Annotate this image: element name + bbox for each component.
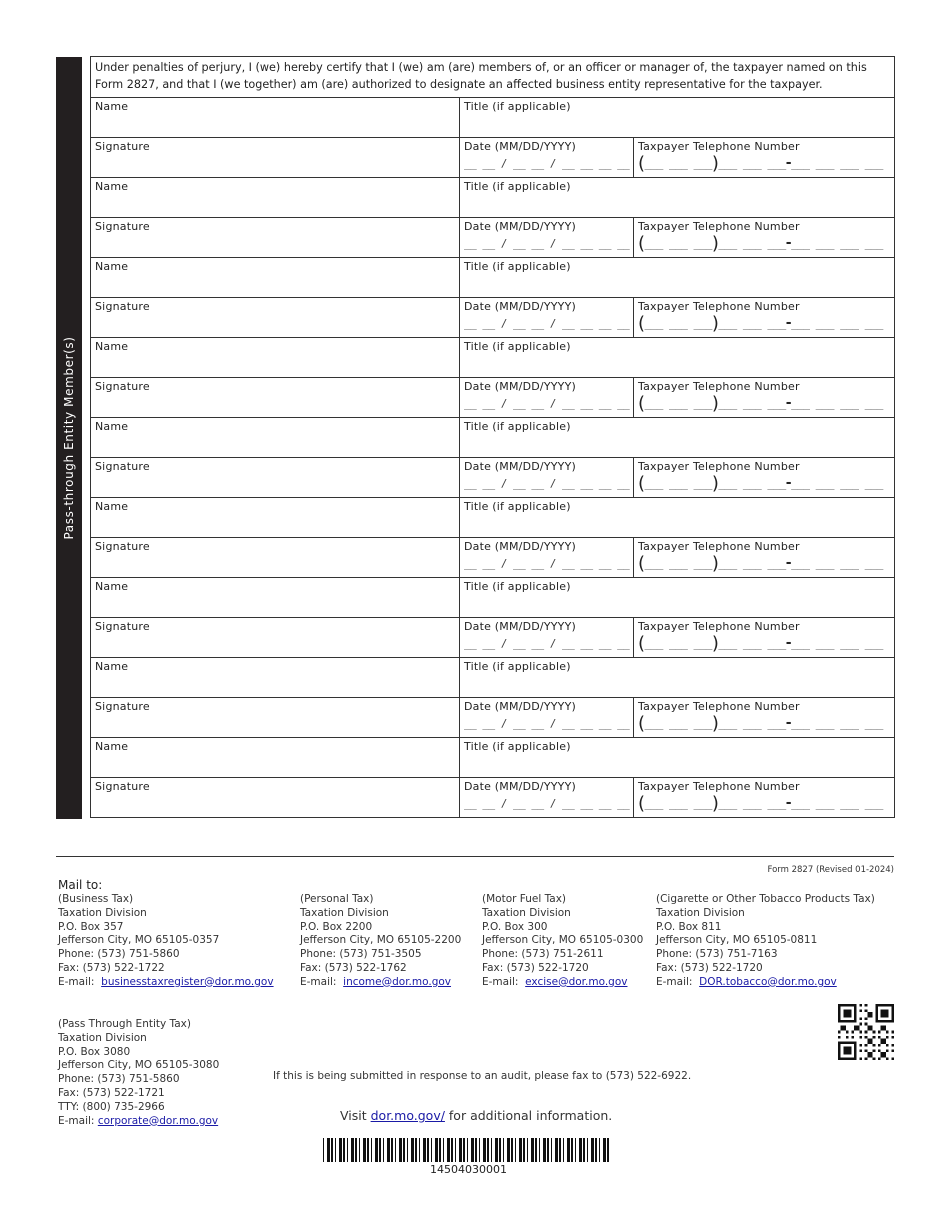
signature-field[interactable] — [91, 138, 460, 178]
date-field[interactable] — [460, 698, 634, 738]
signature-row — [91, 138, 895, 178]
phone-field[interactable] — [634, 538, 895, 578]
signature-label: Signature — [95, 780, 150, 793]
date-field[interactable] — [460, 298, 634, 338]
email-link-tobacco-tax[interactable]: DOR.tobacco@dor.mo.gov — [699, 975, 837, 988]
signature-label: Signature — [95, 220, 150, 233]
date-label: Date (MM/DD/YYYY) — [464, 380, 576, 393]
barcode-icon — [323, 1138, 611, 1162]
phone-field[interactable] — [634, 378, 895, 418]
phone-label: Taxpayer Telephone Number — [638, 220, 800, 233]
date-blanks: __ __ / __ __ / __ __ __ __ — [464, 637, 630, 650]
title-field[interactable] — [460, 98, 895, 138]
title-field[interactable] — [460, 258, 895, 298]
audit-fax-note: If this is being submitted in response to an audit, please fax to (573) 522-6922. — [273, 1070, 692, 1082]
signature-label: Signature — [95, 140, 150, 153]
signature-field[interactable] — [91, 378, 460, 418]
name-field[interactable] — [91, 178, 460, 218]
date-blanks: __ __ / __ __ / __ __ __ __ — [464, 477, 630, 490]
phone-label: Taxpayer Telephone Number — [638, 620, 800, 633]
signature-field[interactable] — [91, 298, 460, 338]
date-blanks: __ __ / __ __ / __ __ __ __ — [464, 397, 630, 410]
title-field[interactable] — [460, 658, 895, 698]
name-field[interactable] — [91, 658, 460, 698]
date-blanks: __ __ / __ __ / __ __ __ __ — [464, 797, 630, 810]
signature-row — [91, 778, 895, 818]
phone-label: Taxpayer Telephone Number — [638, 380, 800, 393]
name-label: Name — [95, 500, 129, 513]
phone-field[interactable] — [634, 698, 895, 738]
phone-label: Taxpayer Telephone Number — [638, 460, 800, 473]
signature-field[interactable] — [91, 458, 460, 498]
signature-row — [91, 538, 895, 578]
name-field[interactable] — [91, 258, 460, 298]
name-row — [91, 338, 895, 378]
signature-field[interactable] — [91, 778, 460, 818]
phone-field[interactable] — [634, 618, 895, 658]
phone-blanks: (___ ___ ___)___ ___ ___-___ ___ ___ ___ — [638, 793, 883, 814]
title-label: Title (if applicable) — [464, 100, 571, 113]
date-label: Date (MM/DD/YYYY) — [464, 780, 576, 793]
name-row — [91, 658, 895, 698]
address-motor-fuel-tax: (Motor Fuel Tax) Taxation Division P.O. Box 300 Jefferson City, MO 65105-0300 Phone: (573) 751-2611 Fax: (573) 522-1720 E-mail: excise@dor.mo.gov — [482, 893, 644, 988]
barcode-number: 14504030001 — [430, 1163, 507, 1176]
phone-label: Taxpayer Telephone Number — [638, 540, 800, 553]
date-field[interactable] — [460, 138, 634, 178]
footer-divider — [56, 856, 894, 857]
signature-row — [91, 218, 895, 258]
phone-field[interactable] — [634, 138, 895, 178]
signature-row — [91, 698, 895, 738]
title-label: Title (if applicable) — [464, 580, 571, 593]
signature-row — [91, 378, 895, 418]
name-row — [91, 738, 895, 778]
email-link-pass-through-tax[interactable]: corporate@dor.mo.gov — [97, 1114, 219, 1127]
title-label: Title (if applicable) — [464, 420, 571, 433]
name-label: Name — [95, 180, 129, 193]
name-label: Name — [95, 260, 129, 273]
date-blanks: __ __ / __ __ / __ __ __ __ — [464, 157, 630, 170]
address-business-tax: (Business Tax) Taxation Division P.O. Box 357 Jefferson City, MO 65105-0357 Phone: (573) 751-5860 Fax: (573) 522-1722 E-mail: businesstaxregister@dor.mo.gov — [58, 893, 274, 988]
signature-field[interactable] — [91, 538, 460, 578]
title-label: Title (if applicable) — [464, 260, 571, 273]
signature-label: Signature — [95, 700, 150, 713]
phone-blanks: (___ ___ ___)___ ___ ___-___ ___ ___ ___ — [638, 393, 883, 414]
signature-field[interactable] — [91, 618, 460, 658]
signature-row — [91, 298, 895, 338]
name-row — [91, 418, 895, 458]
name-row — [91, 498, 895, 538]
form-id: Form 2827 (Revised 01-2024) — [767, 865, 894, 875]
name-field[interactable] — [91, 498, 460, 538]
name-row — [91, 178, 895, 218]
title-label: Title (if applicable) — [464, 660, 571, 673]
name-field[interactable] — [91, 418, 460, 458]
title-field[interactable] — [460, 338, 895, 378]
date-label: Date (MM/DD/YYYY) — [464, 460, 576, 473]
phone-field[interactable] — [634, 298, 895, 338]
title-label: Title (if applicable) — [464, 180, 571, 193]
date-field[interactable] — [460, 378, 634, 418]
name-label: Name — [95, 740, 129, 753]
section-side-bar — [56, 57, 82, 819]
email-link-personal-tax[interactable]: income@dor.mo.gov — [343, 975, 452, 988]
name-row — [91, 98, 895, 138]
name-field[interactable] — [91, 98, 460, 138]
member-signature-table — [90, 56, 895, 818]
phone-label: Taxpayer Telephone Number — [638, 700, 800, 713]
signature-field[interactable] — [91, 218, 460, 258]
title-label: Title (if applicable) — [464, 740, 571, 753]
date-label: Date (MM/DD/YYYY) — [464, 700, 576, 713]
phone-blanks: (___ ___ ___)___ ___ ___-___ ___ ___ ___ — [638, 313, 883, 334]
certification-text: Under penalties of perjury, I (we) hereby certify that I (we) am (are) members of, or an officer or manager of, the taxpayer named on this Form 2827, and that I (we together) am (are) authorized to designate an affected business entity representative for the taxpayer. — [91, 57, 895, 98]
qr-code-icon — [838, 1004, 894, 1060]
date-blanks: __ __ / __ __ / __ __ __ __ — [464, 557, 630, 570]
website-link[interactable]: dor.mo.gov/ — [370, 1108, 445, 1123]
title-field[interactable] — [460, 498, 895, 538]
date-label: Date (MM/DD/YYYY) — [464, 300, 576, 313]
date-blanks: __ __ / __ __ / __ __ __ __ — [464, 237, 630, 250]
phone-blanks: (___ ___ ___)___ ___ ___-___ ___ ___ ___ — [638, 633, 883, 654]
name-label: Name — [95, 420, 129, 433]
date-blanks: __ __ / __ __ / __ __ __ __ — [464, 317, 630, 330]
date-field[interactable] — [460, 458, 634, 498]
name-label: Name — [95, 100, 129, 113]
date-field[interactable] — [460, 778, 634, 818]
name-label: Name — [95, 340, 129, 353]
address-tobacco-tax: (Cigarette or Other Tobacco Products Tax) Taxation Division P.O. Box 811 Jefferson City, MO 65105-0811 Phone: (573) 751-7163 Fax: (573) 522-1720 E-mail: DOR.tobacco@dor.mo.gov — [656, 893, 875, 988]
mail-to-heading: Mail to: — [58, 878, 103, 892]
signature-row — [91, 458, 895, 498]
email-link-business-tax[interactable]: businesstaxregister@dor.mo.gov — [101, 975, 274, 988]
address-pass-through-tax: (Pass Through Entity Tax) Taxation Division P.O. Box 3080 Jefferson City, MO 65105-3080 Phone: (573) 751-5860 Fax: (573) 522-1721 TTY: (800) 735-2966 E-mail: corporate@dor.mo.gov — [58, 1018, 220, 1127]
date-field[interactable] — [460, 218, 634, 258]
visit-website-line: Visit dor.mo.gov/ for additional information. — [340, 1108, 613, 1123]
name-row — [91, 258, 895, 298]
signature-label: Signature — [95, 460, 150, 473]
name-label: Name — [95, 660, 129, 673]
name-field[interactable] — [91, 738, 460, 778]
title-field[interactable] — [460, 178, 895, 218]
date-label: Date (MM/DD/YYYY) — [464, 220, 576, 233]
date-field[interactable] — [460, 538, 634, 578]
signature-label: Signature — [95, 300, 150, 313]
signature-label: Signature — [95, 620, 150, 633]
phone-blanks: (___ ___ ___)___ ___ ___-___ ___ ___ ___ — [638, 553, 883, 574]
signature-row — [91, 618, 895, 658]
phone-field[interactable] — [634, 458, 895, 498]
title-field[interactable] — [460, 578, 895, 618]
phone-blanks: (___ ___ ___)___ ___ ___-___ ___ ___ ___ — [638, 713, 883, 734]
phone-blanks: (___ ___ ___)___ ___ ___-___ ___ ___ ___ — [638, 233, 883, 254]
address-personal-tax: (Personal Tax) Taxation Division P.O. Box 2200 Jefferson City, MO 65105-2200 Phone: (573) 751-3505 Fax: (573) 522-1762 E-mail: income@dor.mo.gov — [300, 893, 462, 988]
signature-label: Signature — [95, 540, 150, 553]
title-field[interactable] — [460, 418, 895, 458]
title-field[interactable] — [460, 738, 895, 778]
email-link-motor-fuel-tax[interactable]: excise@dor.mo.gov — [525, 975, 628, 988]
phone-label: Taxpayer Telephone Number — [638, 300, 800, 313]
title-label: Title (if applicable) — [464, 500, 571, 513]
signature-label: Signature — [95, 380, 150, 393]
phone-blanks: (___ ___ ___)___ ___ ___-___ ___ ___ ___ — [638, 153, 883, 174]
date-label: Date (MM/DD/YYYY) — [464, 620, 576, 633]
date-field[interactable] — [460, 618, 634, 658]
name-field[interactable] — [91, 338, 460, 378]
phone-blanks: (___ ___ ___)___ ___ ___-___ ___ ___ ___ — [638, 473, 883, 494]
date-label: Date (MM/DD/YYYY) — [464, 540, 576, 553]
phone-label: Taxpayer Telephone Number — [638, 140, 800, 153]
date-blanks: __ __ / __ __ / __ __ __ __ — [464, 717, 630, 730]
phone-field[interactable] — [634, 218, 895, 258]
name-label: Name — [95, 580, 129, 593]
name-field[interactable] — [91, 578, 460, 618]
phone-label: Taxpayer Telephone Number — [638, 780, 800, 793]
section-side-label: Pass-through Entity Member(s) — [62, 336, 76, 540]
name-row — [91, 578, 895, 618]
signature-field[interactable] — [91, 698, 460, 738]
phone-field[interactable] — [634, 778, 895, 818]
title-label: Title (if applicable) — [464, 340, 571, 353]
date-label: Date (MM/DD/YYYY) — [464, 140, 576, 153]
